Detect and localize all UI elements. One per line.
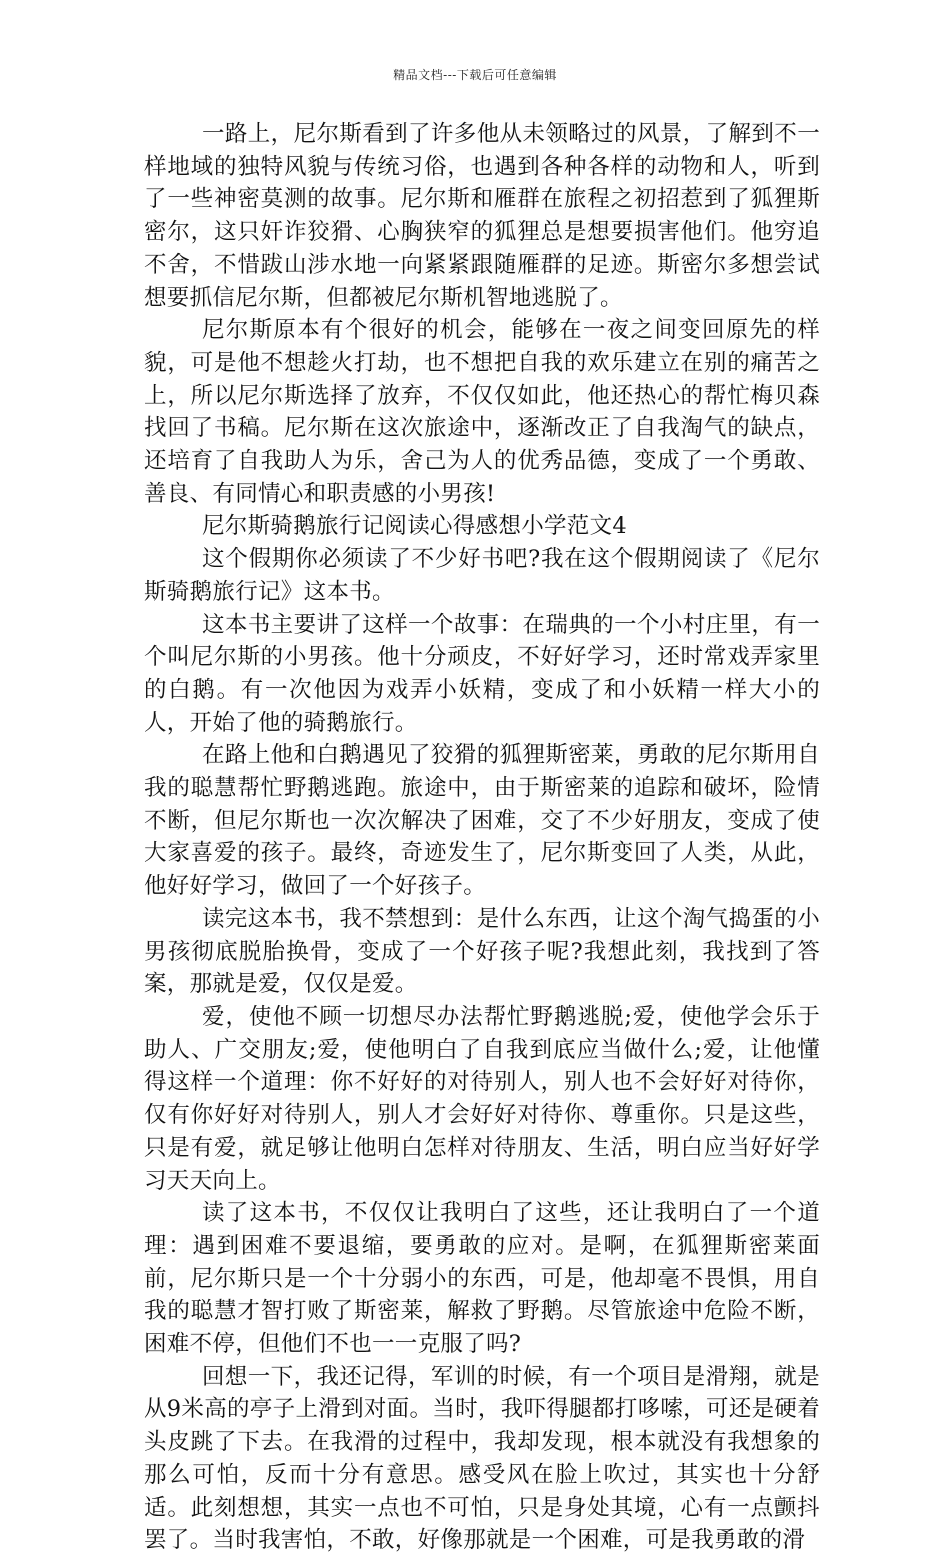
paragraph: 爱，使他不顾一切想尽办法帮忙野鹅逃脱;爱，使他学会乐于助人、广交朋友;爱，使他明白了自我到底应当做什么;爱，让他懂得这样一个道理：你不好好的对待别人，别人也不会好好对待你，仅有你好好对待别人，别人才会好好对待你、尊重你。只是这些，只是有爱，就足够让他明白怎样对待朋友、生活，明白应当好好学习天天向上。 xyxy=(144,1003,820,1194)
paragraph: 一路上，尼尔斯看到了许多他从未领略过的风景，了解到不一样地域的独特风貌与传统习俗，也遇到各种各样的动物和人，听到了一些神密莫测的故事。尼尔斯和雁群在旅程之初招惹到了狐狸斯密尔，这只奸诈狡猾、心胸狭窄的狐狸总是想要损害他们。他穷追不舍，不惜跋山涉水地一向紧紧跟随雁群的足迹。斯密尔多想尝试想要抓信尼尔斯，但都被尼尔斯机智地逃脱了。 xyxy=(144,121,820,311)
document-body xyxy=(144,118,820,1557)
paragraph: 这个假期你必须读了不少好书吧?我在这个假期阅读了《尼尔斯骑鹅旅行记》这本书。 xyxy=(144,546,820,605)
paragraph: 这本书主要讲了这样一个故事：在瑞典的一个小村庄里，有一个叫尼尔斯的小男孩。他十分顽皮，不好好学习，还时常戏弄家里的白鹅。有一次他因为戏弄小妖精，变成了和小妖精一样大小的人，开始了他的骑鹅旅行。 xyxy=(144,611,820,736)
paragraph: 读完这本书，我不禁想到：是什么东西，让这个淘气捣蛋的小男孩彻底脱胎换骨，变成了一个好孩子呢?我想此刻，我找到了答案，那就是爱，仅仅是爱。 xyxy=(144,905,820,998)
section-title: 尼尔斯骑鹅旅行记阅读心得感想小学范文4 xyxy=(202,513,628,540)
paragraph: 在路上他和白鹅遇见了狡猾的狐狸斯密莱，勇敢的尼尔斯用自我的聪慧帮忙野鹅逃跑。旅途中，由于斯密莱的追踪和破坏，险情不断，但尼尔斯也一次次解决了困难，交了不少好朋友，变成了使大家喜爱的孩子。最终，奇迹发生了，尼尔斯变回了人类，从此，他好好学习，做回了一个好孩子。 xyxy=(144,742,820,900)
page-header: 精品文档---下载后可任意编辑 xyxy=(393,68,557,82)
paragraph: 回想一下，我还记得，军训的时候，有一个项目是滑翔，就是从9米高的亭子上滑到对面。当时，我吓得腿都打哆嗦，可还是硬着头皮跳了下去。在我滑的过程中，我却发现，根本就没有我想象的那么可怕，反而十分有意思。感受风在脸上吹过，其实也十分舒适。此刻想想，其实一点也不可怕，只是身处其境，心有一点颤抖罢了。当时我害怕，不敢，好像那就是一个困难，可是我勇敢的滑 xyxy=(144,1363,820,1554)
paragraph: 尼尔斯原本有个很好的机会，能够在一夜之间变回原先的样貌，可是他不想趁火打劫，也不想把自我的欢乐建立在别的痛苦之上，所以尼尔斯选择了放弃，不仅仅如此，他还热心的帮忙梅贝森找回了书稿。尼尔斯在这次旅途中，逐渐改正了自我淘气的缺点，还培育了自我助人为乐，舍己为人的优秀品德，变成了一个勇敢、善良、有同情心和职责感的小男孩! xyxy=(144,317,820,507)
paragraph: 读了这本书，不仅仅让我明白了这些，还让我明白了一个道理：遇到困难不要退缩，要勇敢的应对。是啊，在狐狸斯密莱面前，尼尔斯只是一个十分弱小的东西，可是，他却毫不畏惧，用自我的聪慧才智打败了斯密莱，解救了野鹅。尽管旅途中危险不断，困难不停，但他们不也一一克服了吗? xyxy=(144,1200,820,1358)
